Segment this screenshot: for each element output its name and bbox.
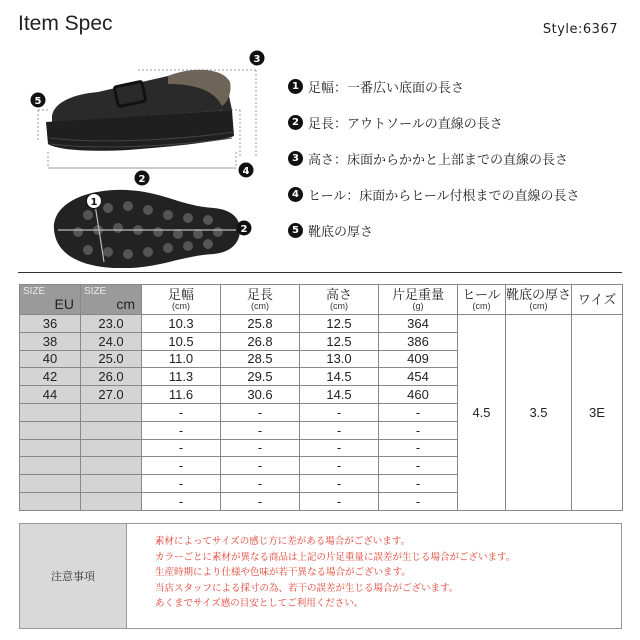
section-divider <box>18 272 622 273</box>
marker-5 <box>31 93 46 108</box>
marker-2-sole <box>237 221 252 236</box>
legend-text: ヒール：床面からヒール付根までの直線の長さ <box>308 188 580 204</box>
table-row: - - - - <box>20 439 623 457</box>
wise-value: 3E <box>572 315 623 511</box>
legend-text: 足幅：一番広い底面の長さ <box>308 80 465 96</box>
header-length: 足長 (cm) <box>221 285 300 315</box>
table-row: 42 26.0 11.3 29.5 14.5 454 <box>20 368 623 386</box>
svg-text:3: 3 <box>253 54 261 65</box>
legend-item-sole <box>288 212 633 248</box>
number-5-icon: 5 <box>288 223 303 238</box>
header-sole: 靴底の厚さ (cm) <box>506 285 572 315</box>
shoe-side-view <box>46 70 234 151</box>
svg-text:2: 2 <box>240 224 248 235</box>
eu-header <box>20 285 81 315</box>
note-line: 素材によってサイズの感じ方に差がある場合がございます。 <box>155 536 410 547</box>
measurement-legend <box>288 68 633 248</box>
legend-item-length <box>288 104 633 140</box>
number-1-icon: 1 <box>288 79 303 94</box>
table-row: - - - - <box>20 403 623 421</box>
table-row: - - - - <box>20 421 623 439</box>
table-row: 36 23.0 10.3 25.8 12.5 364 4.5 3.5 3E <box>20 315 623 333</box>
shoe-sole-view <box>54 190 240 268</box>
header-weight: 片足重量 (g) <box>379 285 458 315</box>
svg-text:2: 2 <box>138 174 146 185</box>
page-title: Item Spec <box>18 12 113 35</box>
shoe-measurement-figure <box>18 40 280 268</box>
legend-item-height <box>288 140 633 176</box>
heel-value: 4.5 <box>458 315 506 511</box>
legend-text: 高さ：床面からかかと上部までの直線の長さ <box>308 152 569 168</box>
table-row: 38 24.0 10.5 26.8 12.5 386 <box>20 332 623 350</box>
svg-text:4: 4 <box>242 166 250 177</box>
legend-item-heel <box>288 176 633 212</box>
number-2-icon: 2 <box>288 115 303 130</box>
marker-2-side <box>135 171 150 186</box>
header-wise: ワイズ <box>572 285 623 315</box>
marker-1 <box>87 194 102 209</box>
marker-4 <box>239 163 254 178</box>
notes-body <box>127 524 621 628</box>
cm-header <box>81 285 142 315</box>
legend-text: 足長：アウトソールの直線の長さ <box>308 116 503 132</box>
note-line: 生産時期により仕様や色味が若干異なる場合がございます。 <box>155 567 411 578</box>
header-heel: ヒール (cm) <box>458 285 506 315</box>
notes-box <box>19 523 622 629</box>
header-height: 高さ (cm) <box>300 285 379 315</box>
header-width: 足幅 (cm) <box>142 285 221 315</box>
svg-text:1: 1 <box>90 197 98 208</box>
table-row: - - - - <box>20 475 623 493</box>
size-tag: SIZE <box>84 286 107 297</box>
marker-3 <box>250 51 265 66</box>
number-3-icon: 3 <box>288 151 303 166</box>
legend-item-width <box>288 68 633 104</box>
table-row: - - - - <box>20 492 623 510</box>
svg-text:5: 5 <box>34 96 42 107</box>
legend-text: 靴底の厚さ <box>308 224 374 240</box>
style-code: Style:6367 <box>542 22 618 37</box>
notes-label: 注意事項 <box>20 524 127 628</box>
table-row: 44 27.0 11.6 30.6 14.5 460 <box>20 386 623 404</box>
size-table <box>19 284 623 511</box>
note-line: 当店スタッフによる採寸の為、若干の誤差が生じる場合がございます。 <box>155 582 459 594</box>
note-line: カラーごとに素材が異なる商品は上記の片足重量に誤差が生じる場合がございます。 <box>155 551 516 563</box>
table-row: - - - - <box>20 457 623 475</box>
number-4-icon: 4 <box>288 187 303 202</box>
size-tag: SIZE <box>23 286 46 297</box>
table-row: 40 25.0 11.0 28.5 13.0 409 <box>20 350 623 368</box>
cm-label: cm <box>116 296 135 313</box>
note-line: あくまでサイズ感の目安としてご利用ください。 <box>155 598 364 609</box>
eu-label: EU <box>54 296 74 313</box>
sole-value: 3.5 <box>506 315 572 511</box>
